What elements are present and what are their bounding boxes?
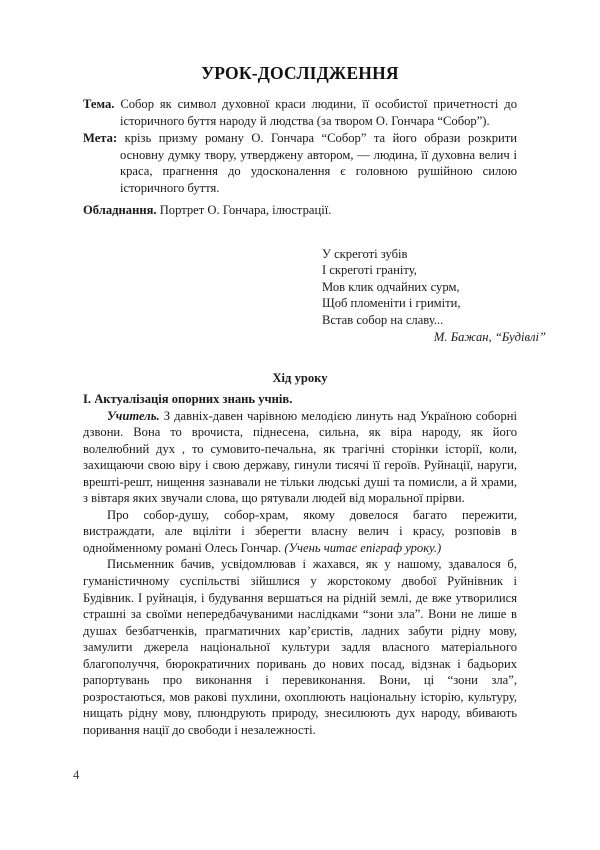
page-title: УРОК-ДОСЛІДЖЕННЯ: [201, 63, 399, 83]
paragraph-text: Письменник бачив, усвідомлював і жахався, як у нашому, здавалося б, гуманістичному суспільстві зійшлися у жорстокому двобої Руйнівник і Будівник. І руйнація, і будування вершаться на рідній землі, де вже утворилися страшні за своїми непередбачуваними наслідками “зони зла”. Вони не лише в душах безбатченків, прагматичних кар’єристів, ладних забути рідну мову, замулити джерела національної культури задля власного матеріального благополуччя, бюрократичних поривань до нових посад, відзнак і бадьорих рапортувань про виконання і перевиконання. Вони, ці “зони зла”, розростаються, мов ракові пухлини, охоплюють національну історію, культуру, нищать рідну мову, плюндрують природу, знесилюють дух народу, вбивають поривання нації до свободи і незалежності.: [83, 557, 517, 737]
epigraph-line: Встав собор на славу...: [322, 312, 444, 327]
epigraph-block: [322, 246, 552, 345]
goal-text: крізь призму роману О. Гончара “Собор” та його образи розкрити основну думку твору, утверджену автором, — людина, її духовна велич і краса, прагнення до удосконалення є головною рушійною силою історичного буття.: [120, 131, 517, 195]
paragraph-text: Про собор-душу, собор-храм, якому довелося багато пережити, вистраждати, але вціліти і зберегти власну велич і красу, розповів в однойменному романі Олесь Гончар.: [83, 507, 517, 555]
equipment-text: Портрет О. Гончара, ілюстрації.: [159, 202, 332, 217]
epigraph-line: Щоб пломеніти і гриміти,: [322, 296, 461, 311]
goal-label: Мета:: [83, 131, 118, 146]
theme-text: Собор як символ духовної краси людини, її особистої причетності до історичного буття народу й людства (за твором О. Гончара “Собор”).: [120, 97, 517, 128]
paragraph-teacher-intro: [83, 408, 517, 507]
paragraph-writer: [83, 556, 517, 738]
epigraph-line: У скреготі зубів: [322, 247, 408, 261]
theme-row: [83, 96, 517, 129]
epigraph-source: М. Бажан, “Будівлі”: [433, 330, 546, 345]
epigraph-line: Мов клик одчайних сурм,: [322, 279, 460, 294]
speaker-label: Учитель.: [107, 408, 160, 423]
equipment-row: [83, 202, 517, 219]
paragraph-text: З давніх-давен чарівною мелодією линуть над Україною соборні дзвони. Вона то врочиста, піднесена, сильна, як віра народу, як його волелюбний дух , то сумовито-печальна, як трагічні сторінки історії, коли, захищаючи свою віру і свою державу, гинули тисячі її героїв. Руйнації, наруги, врешті-решт, нищення зазнавали не тільки людські душі та помисли, а й храми, з вівтаря яких звучали слова, що рятували людей від моральної прірви.: [83, 408, 517, 506]
frontmatter-block: [83, 96, 517, 219]
paragraph-sobor: [83, 507, 517, 557]
stage-1-title: І. Актуалізація опорних знань учнів.: [83, 392, 293, 406]
lesson-body: [83, 391, 517, 738]
epigraph-line: І скреготі граніту,: [322, 263, 417, 278]
page-number: 4: [73, 768, 80, 782]
stage-direction: (Учень читає епіграф уроку.): [284, 540, 442, 555]
theme-label: Тема.: [83, 97, 115, 111]
lesson-heading: Хід уроку: [272, 371, 328, 385]
goal-row: [83, 130, 517, 196]
equipment-label: Обладнання.: [83, 202, 157, 217]
